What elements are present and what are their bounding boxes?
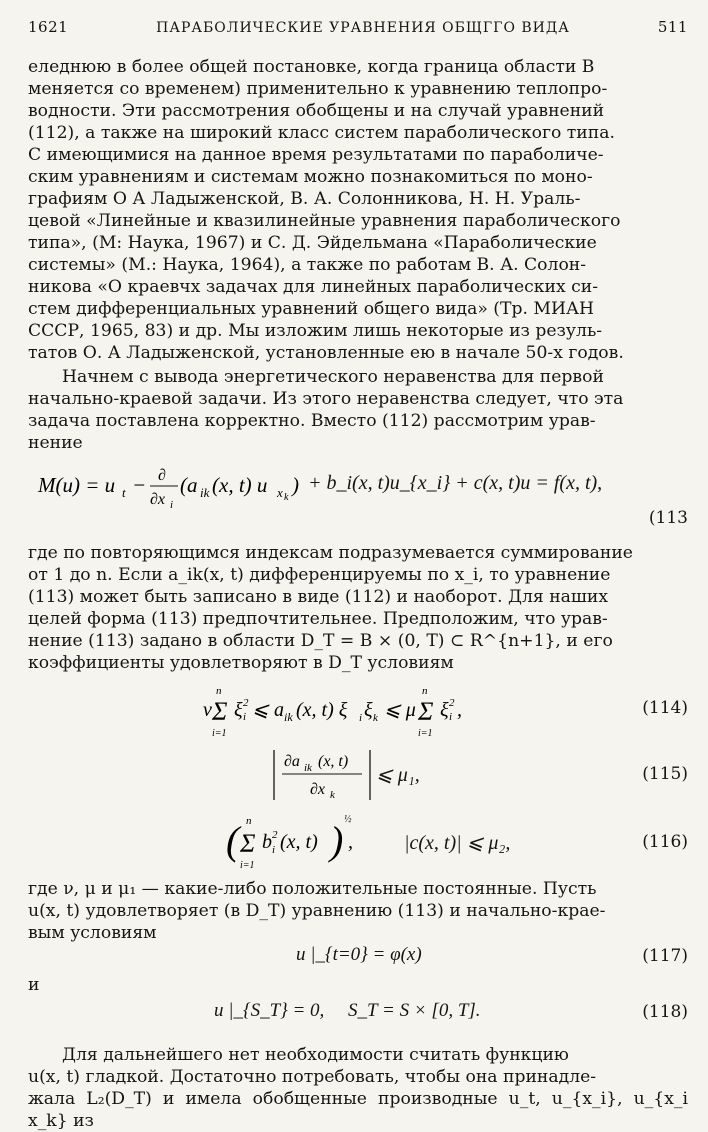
svg-text:(x, t) ξ: (x, t) ξ: [296, 699, 348, 721]
equation-114: [28, 680, 688, 742]
text-line: татов О. А Ладыженской, установленные ею в начале 50-х годов.: [28, 343, 624, 363]
text-line: (112), а также на широкий класс систем параболического типа.: [28, 123, 615, 143]
equation-118-number: (118): [642, 1002, 688, 1022]
equation-113: [28, 460, 688, 534]
text-line: (113) может быть записано в виде (112) и наоборот. Для наших: [28, 587, 609, 607]
svg-text:i: i: [359, 712, 363, 724]
paragraph-constants: [28, 878, 688, 944]
header-title: ПАРАБОЛИЧЕСКИЕ УРАВНЕНИЯ ОБЩГГО ВИДА: [156, 20, 570, 36]
svg-text:a: a: [274, 699, 284, 721]
equation-118-text: u |_{S_T} = 0, S_T = S × [0, T].: [214, 1000, 481, 1021]
svg-text:n: n: [246, 815, 252, 827]
equation-114-number: (114): [642, 698, 688, 718]
equation-117-text: u |_{t=0} = φ(x): [296, 944, 422, 965]
svg-text:∂x: ∂x: [150, 491, 166, 508]
svg-text:i=1: i=1: [212, 728, 227, 739]
svg-text:∂: ∂: [158, 467, 166, 484]
svg-text:b: b: [262, 831, 272, 853]
text-line: коэффициенты удовлетворяют в D_T условиям: [28, 653, 454, 673]
equation-118: [28, 996, 688, 1032]
svg-text:n: n: [216, 685, 222, 697]
svg-text:ik: ik: [200, 485, 210, 500]
equation-115: [28, 744, 688, 806]
running-header: [28, 18, 688, 52]
svg-text:Σ: Σ: [418, 697, 434, 726]
equation-113-rhs: + b_i(x, t)u_{x_i} + c(x, t)u = f(x, t),: [308, 472, 603, 494]
text-line: никова «О краевчх задачах для линейных параболических си-: [28, 277, 599, 297]
text-line: ским уравнениям и системам можно познакомиться по моно-: [28, 167, 593, 187]
equation-117: [28, 944, 688, 974]
svg-text:i: i: [272, 844, 276, 856]
equation-115-number: (115): [642, 764, 688, 784]
paragraph-summation: [28, 542, 688, 674]
text-line: нение (113) задано в области D_T = B × (0, T) ⊂ R^{n+1}, и его: [28, 631, 613, 651]
svg-text:Σ: Σ: [212, 697, 228, 726]
svg-text:x: x: [277, 485, 283, 500]
svg-text:): ): [330, 818, 344, 863]
paragraph-energy-inequality: [28, 366, 688, 454]
svg-text:i: i: [243, 711, 247, 723]
text-line: u(x, t) удовлетворяет (в D_T) уравнению (113) и начально-крае-: [28, 901, 606, 921]
page: [28, 18, 688, 1131]
text-line: типа», (М: Наука, 1967) и С. Д. Эйдельмана «Параболические: [28, 233, 597, 253]
equation-116: [28, 808, 688, 874]
conjunction-and: и: [28, 975, 40, 995]
text-line: Начнем с вывода энергетического неравенства для первой: [62, 367, 604, 387]
text-line: жала L₂(D_T) и имела обобщенные производные u_t, u_{x_i}, u_{x_i x_k} из: [28, 1089, 688, 1131]
text-line: начально-краевой задачи. Из этого неравенства следует, что эта: [28, 389, 624, 409]
svg-text:−: −: [132, 473, 147, 497]
svg-text:ξ: ξ: [440, 699, 449, 721]
text-line: еледнюю в более общей постановке, когда граница области B: [28, 57, 595, 77]
svg-text:2: 2: [449, 697, 455, 709]
equation-113-number: (113: [648, 508, 688, 528]
equation-115-rhs: ⩽ μ₁,: [376, 764, 420, 786]
svg-text:2: 2: [272, 829, 278, 841]
text-line: от 1 до n. Если a_ik(x, t) дифференцируемы по x_i, то уравнение: [28, 565, 611, 585]
svg-text:,: ,: [457, 699, 462, 721]
svg-text:(x, t) u: (x, t) u: [212, 473, 268, 497]
svg-text:⩽ μ: ⩽ μ: [384, 699, 416, 721]
text-line: С имеющимися на данное время результатами по параболиче-: [28, 145, 604, 165]
svg-text:ξ: ξ: [364, 699, 373, 721]
svg-text:∂x: ∂x: [310, 781, 326, 798]
equation-116-graphic: [28, 808, 688, 874]
svg-text:i=1: i=1: [240, 860, 255, 871]
equation-116-rhs: |c(x, t)| ⩽ μ₂,: [404, 832, 511, 854]
paragraph-intro: [28, 56, 688, 364]
text-line: вым условиям: [28, 923, 157, 943]
text-line: меняется со временем) применительно к уравнению теплопро-: [28, 79, 608, 99]
text-line: СССР, 1965, 83) и др. Мы изложим лишь некоторые из резуль-: [28, 321, 603, 341]
text-line: где по повторяющимся индексам подразумевается суммирование: [28, 543, 633, 563]
paragraph-smoothness: [28, 1044, 688, 1132]
equation-117-number: (117): [642, 946, 688, 966]
svg-text:k: k: [330, 789, 335, 801]
equation-116-number: (116): [642, 832, 688, 852]
svg-text:n: n: [422, 685, 428, 697]
svg-text:ik: ik: [304, 762, 312, 774]
header-section-number: 1621: [28, 18, 69, 36]
svg-text:ν: ν: [203, 699, 212, 721]
equation-114-graphic: [28, 680, 688, 742]
text-line: цевой «Линейные и квазилинейные уравнения параболического: [28, 211, 621, 231]
svg-text:ξ: ξ: [234, 699, 243, 721]
text-line: стем дифференциальных уравнений общего вида» (Тр. МИАН: [28, 299, 594, 319]
svg-text:k: k: [284, 492, 289, 503]
svg-text:t: t: [122, 485, 126, 500]
text-line: нение: [28, 433, 83, 453]
svg-text:,: ,: [348, 831, 353, 853]
text-line: где ν, μ и μ₁ — какие-либо положительные постоянные. Пусть: [28, 879, 597, 899]
text-line: системы» (М.: Наука, 1964), а также по работам В. А. Солон-: [28, 255, 587, 275]
svg-text:k: k: [373, 712, 378, 724]
svg-text:): ): [292, 473, 299, 497]
svg-text:i: i: [170, 499, 174, 511]
svg-text:(x, t): (x, t): [318, 753, 349, 770]
svg-text:∂a: ∂a: [284, 753, 300, 770]
text-line: водности. Эти рассмотрения обобщены и на случай уравнений: [28, 101, 605, 121]
svg-text:2: 2: [243, 697, 249, 709]
svg-text:i=1: i=1: [418, 728, 433, 739]
svg-text:½: ½: [344, 814, 352, 825]
svg-text:ik: ik: [284, 710, 293, 724]
text-line: графиям О А Ладыженской, В. А. Солонникова, Н. Н. Ураль-: [28, 189, 581, 209]
svg-text:Σ: Σ: [240, 829, 256, 858]
svg-text:(a: (a: [180, 473, 198, 497]
svg-text:(x, t): (x, t): [280, 831, 318, 853]
text-line: целей форма (113) предпочтительнее. Предположим, что урав-: [28, 609, 608, 629]
text-line: Для дальнейшего нет необходимости считать функцию: [62, 1045, 569, 1065]
page-number: 511: [657, 18, 688, 36]
text-line: задача поставлена корректно. Вместо (112) рассмотрим урав-: [28, 411, 596, 431]
text-line: u(x, t) гладкой. Достаточно потребовать, чтобы она принадле-: [28, 1067, 597, 1087]
svg-text:i: i: [449, 711, 453, 723]
svg-text:M(u) = u: M(u) = u: [38, 473, 116, 497]
svg-text:⩽: ⩽: [252, 699, 269, 721]
svg-text:(: (: [226, 818, 240, 863]
equation-115-graphic: [28, 744, 688, 806]
